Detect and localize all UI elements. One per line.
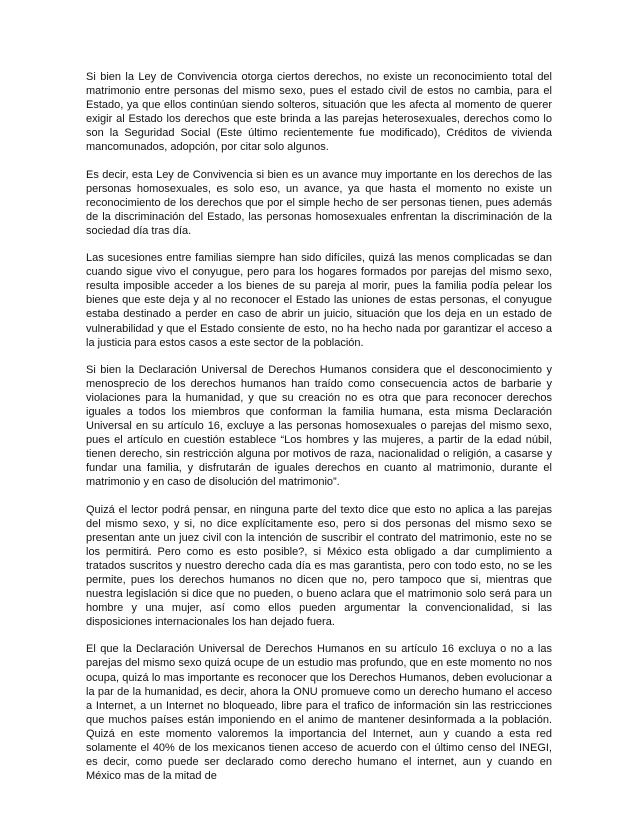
paragraph-3: Las sucesiones entre familias siempre han sido difíciles, quizá las menos complicadas se dan cuando sigue vivo el conyugue, pero para los hogares formados por parejas del mismo sexo, resulta imposible acceder a los bienes de su pareja al morir, pues la familia podía pelear los bienes que este deja y al no reconocer el Estado las uniones de estas personas, el conyugue estaba destinado a perder en caso de abrir un juicio, situación que los deja en un estado de vulnerabilidad y que el Estado consiente de esto, no ha hecho nada por garantizar el acceso a la justicia para estos casos a este sector de la población. [86,252,552,349]
paragraph-4: Si bien la Declaración Universal de Derechos Humanos considera que el desconocimiento y menosprecio de los derechos humanos han traído como consecuencia actos de barbarie y violaciones para la humanidad, y que su creación no es otra que para reconocer derechos iguales a todos los miembros que conforman la familia humana, esta misma Declaración Universal en su artículo 16, excluye a las personas homosexuales o parejas del mismo sexo, pues el artículo en cuestión establece “Los hombres y las mujeres, a partir de la edad núbil, tienen derecho, sin restricción alguna por motivos de raza, nacionalidad o religión, a casarse y fundar una familia, y disfrutarán de iguales derechos en cuanto al matrimonio, durante el matrimonio y en caso de disolución del matrimonio”. [86,363,552,489]
paragraph-6: El que la Declaración Universal de Derechos Humanos en su artículo 16 excluya o no a las parejas del mismo sexo quizá ocupe de un estudio mas profundo, que en este momento no nos ocupa, quizá lo mas importante es reconocer que los Derechos Humanos, deben evolucionar a la par de la humanidad, es decir, ahora la ONU promueve como un derecho humano el acceso a Internet, a un Internet no bloqueado, libre para el trafico de información sin las restricciones que muchos países están imponiendo en el animo de mantener desinformada a la población. Quizá en este momento valoremos la importancia del Internet, aun y cuando a esta red solamente el 40% de los mexicanos tienen acceso de acuerdo con el último censo del INEGI, es decir, como puede ser declarado como derecho humano el internet, aun y cuando en México mas de la mitad de [86,643,552,783]
paragraph-1: Si bien la Ley de Convivencia otorga ciertos derechos, no existe un reconocimiento total del matrimonio entre personas del mismo sexo, pues el estado civil de estos no cambia, para el Estado, ya que ellos continúan siendo solteros, situación que les afecta al momento de querer exigir al Estado los derechos que este brinda a las parejas heterosexuales, derechos como lo son la Seguridad Social (Este último recientemente fue modificado), Créditos de vivienda mancomunados, adopción, por citar solo algunos. [86,71,552,154]
paragraph-2: Es decir, esta Ley de Convivencia si bien es un avance muy importante en los derechos de las personas homosexuales, es solo eso, un avance, ya que hasta el momento no existe un reconocimiento de los derechos que por el simple hecho de ser personas tienen, pues además de la discriminación del Estado, las personas homosexuales enfrentan la discriminación de la sociedad día tras día. [86,168,552,237]
paragraph-5: Quizá el lector podrá pensar, en ninguna parte del texto dice que esto no aplica a las parejas del mismo sexo, y si, no dice explícitamente eso, pero si dos personas del mismo sexo se presentan ante un juez civil con la intención de suscribir el contrato del matrimonio, este no se los permitirá. Pero como es esto posible?, si México esta obligado a dar cumplimiento a tratados suscritos y nuestro derecho cada día es mas garantista, pero con todo esto, no se les permite, pues los derechos humanos no dicen que no, pero tampoco que si, mientras que nuestra legislación si dice que no pueden, o bueno aclara que el matrimonio solo será para un hombre y una mujer, así como ellos pueden argumentar la convencionalidad, si las disposiciones internacionales los han dejado fuera. [86,503,552,629]
document-page [86,70,552,796]
